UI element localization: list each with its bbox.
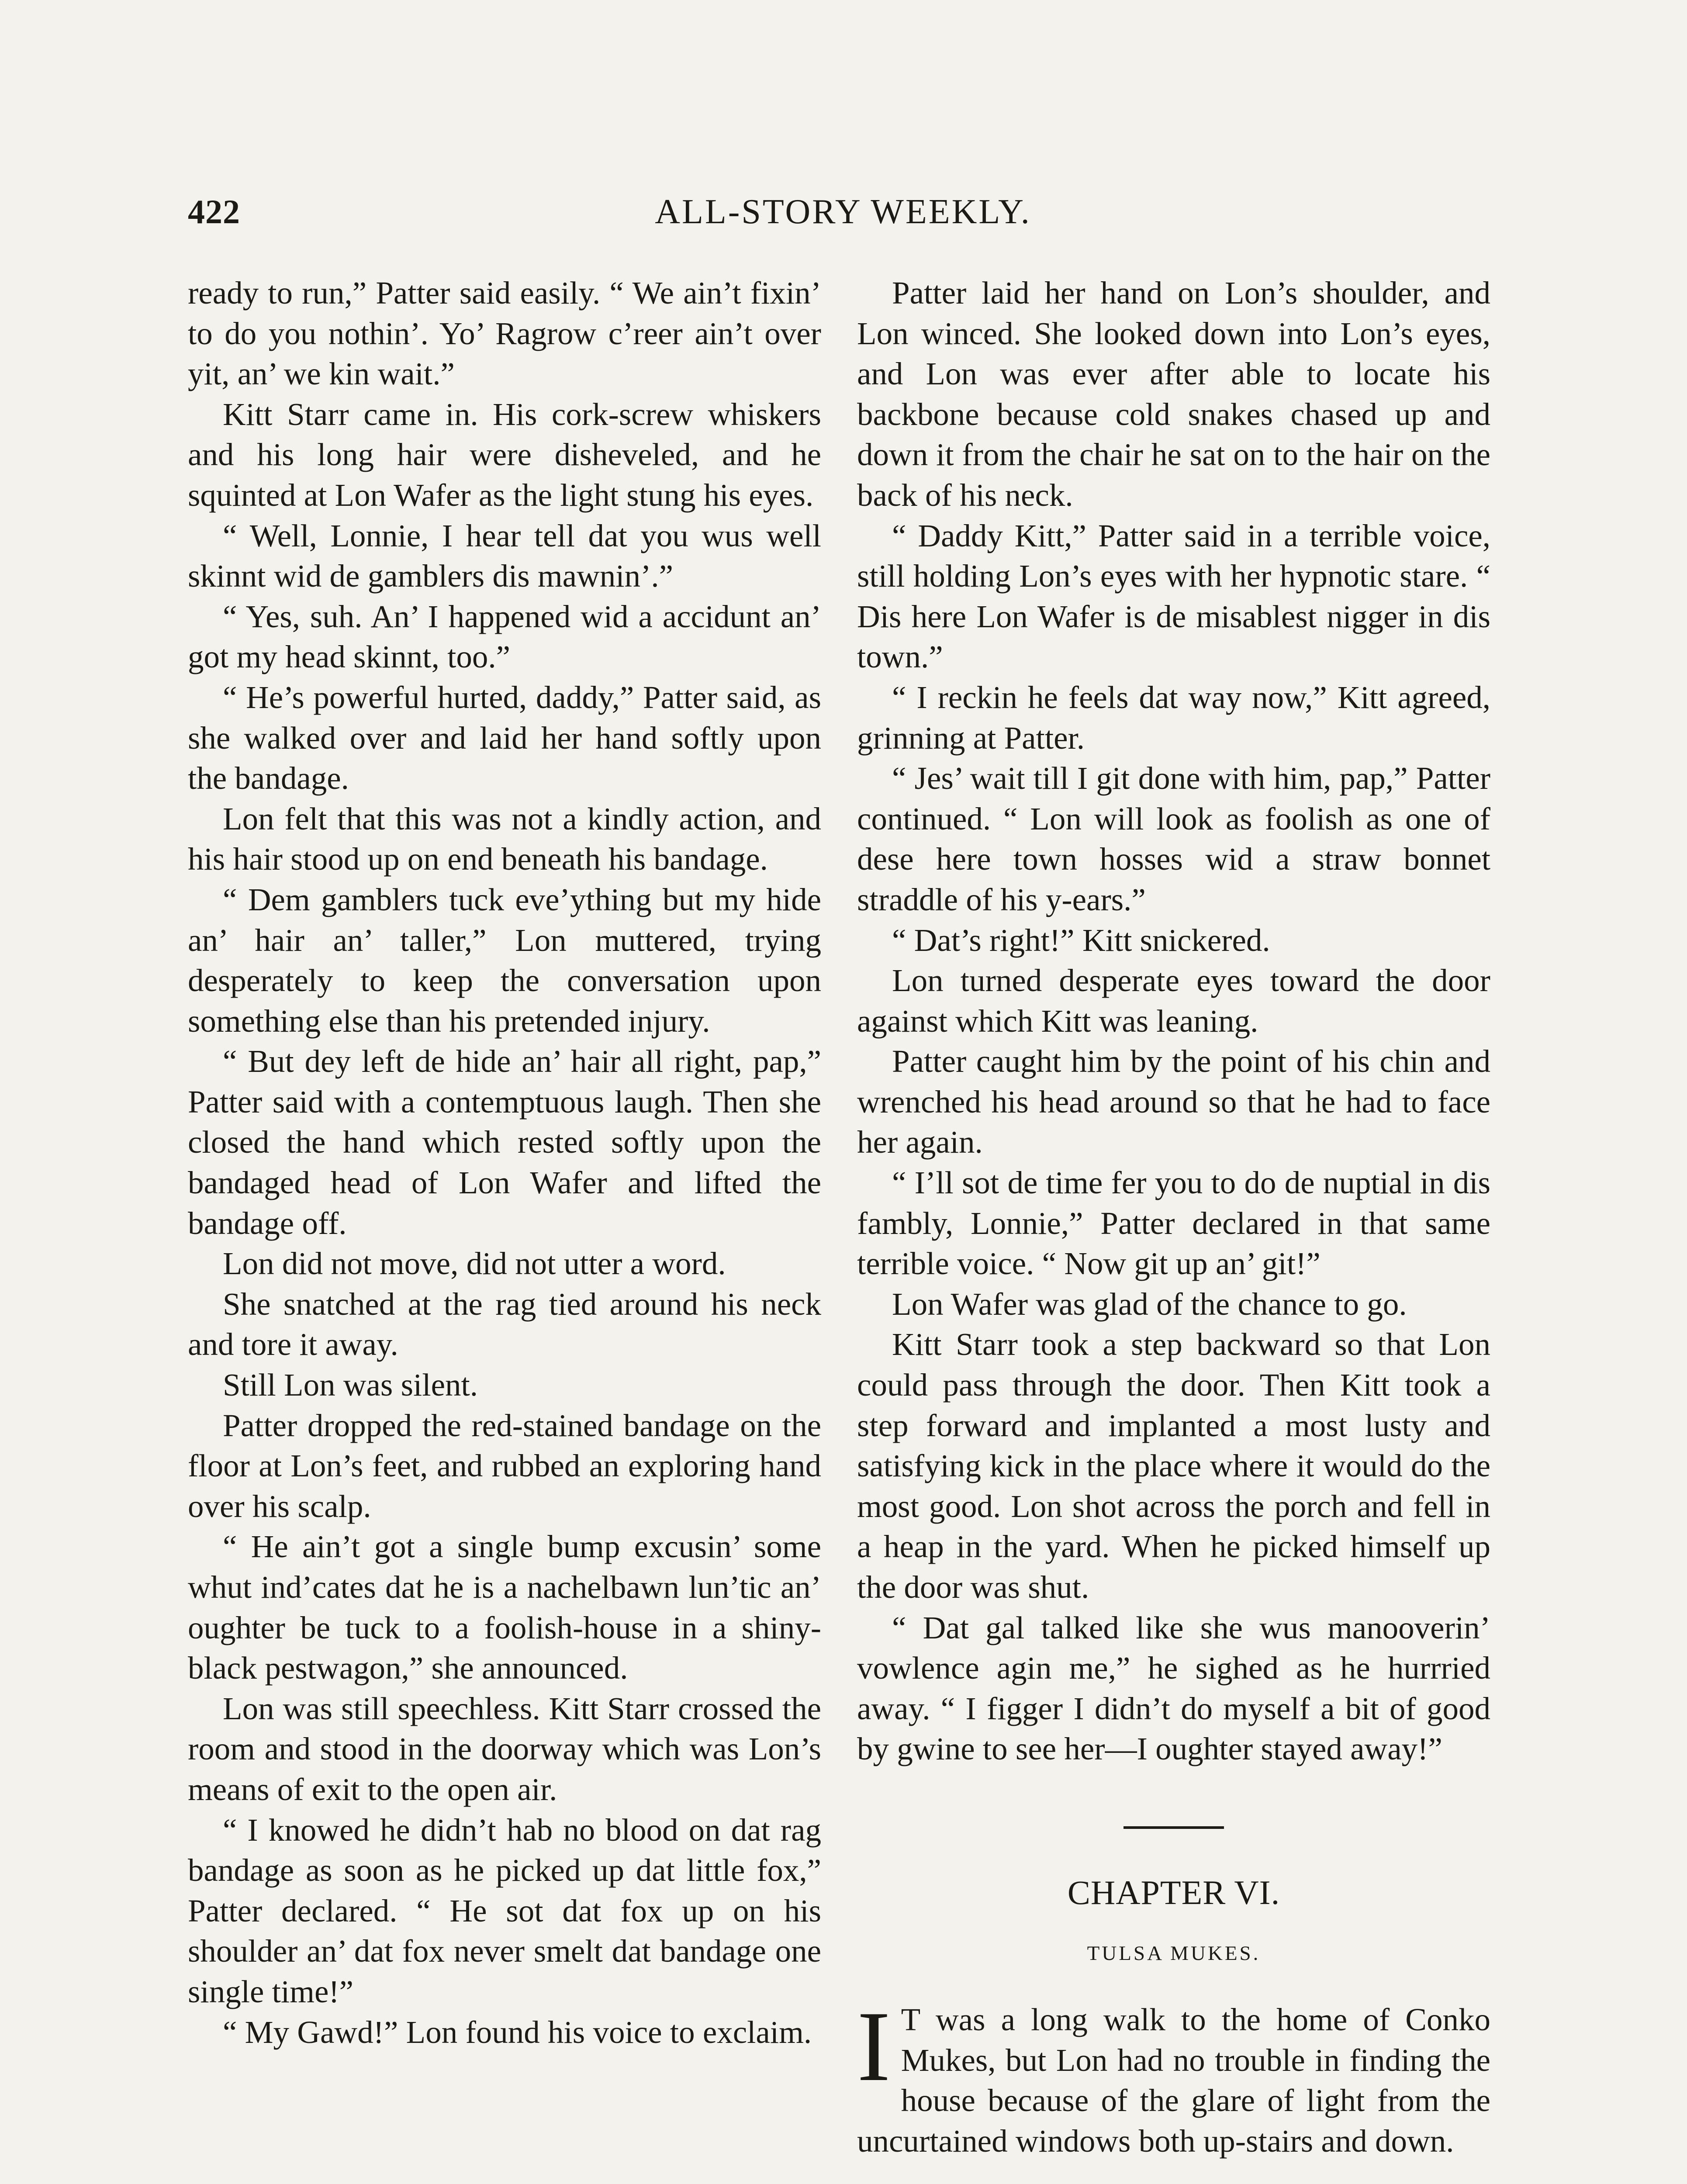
paragraph: “ He ain’t got a single bump excusin’ some whut ind’cates dat he is a nachelbawn lun’tic an’ oughter be tuck to a foolish-house in a shiny-black pestwagon,” she announced. [188, 1529, 821, 1686]
paragraph: Patter caught him by the point of his chin and wrenched his head around so that he had to face her again. [857, 1044, 1490, 1160]
paragraph: Lon Wafer was glad of the chance to go. [892, 1286, 1407, 1322]
chapter-subtitle: TULSA MUKES. [1087, 1942, 1261, 1965]
paragraph: Lon felt that this was not a kindly action, and his hair stood up on end beneath his bandage. [188, 801, 821, 877]
running-title: ALL-STORY WEEKLY. [655, 193, 1031, 231]
paragraph: “ But dey left de hide an’ hair all right, pap,” Patter said with a contemptuous laugh. Then she closed the hand which rested softly upon the bandaged head of Lon Wafer and lifted the bandage off. [188, 1044, 821, 1241]
paragraph: She snatched at the rag tied around his neck and tore it away. [188, 1286, 821, 1362]
chapter-title: CHAPTER VI. [1067, 1873, 1280, 1911]
paragraph: “ Jes’ wait till I git done with him, pap,” Patter continued. “ Lon will look as foolish as one of dese here town hosses wid a straw bonnet straddle of his y-ears.” [857, 760, 1490, 917]
paragraph: “ Yes, suh. An’ I happened wid a accidunt an’ got my head skinnt, too.” [188, 598, 821, 675]
drop-cap: I [857, 1990, 891, 2102]
paragraph: “ Daddy Kitt,” Patter said in a terrible voice, still holding Lon’s eyes with her hypnotic stare. “ Dis here Lon Wafer is de misablest nigger in dis town.” [857, 518, 1490, 675]
paragraph: Patter dropped the red-stained bandage on the floor at Lon’s feet, and rubbed an exploring hand over his scalp. [188, 1407, 821, 1524]
left-column [188, 273, 821, 2053]
page-header [188, 192, 1498, 245]
paragraph: Lon did not move, did not utter a word. [223, 1246, 726, 1282]
paragraph: “ Dat’s right!” Kitt snickered. [892, 922, 1270, 958]
paragraph: Patter laid her hand on Lon’s shoulder, and Lon winced. She looked down into Lon’s eyes, and Lon was ever after able to locate his backbone because cold snakes chased up and down it from the chair he sat on to the hair on the back of his neck. [857, 275, 1490, 513]
chapter-opening-text: T was a long walk to the home of Conko Mukes, but Lon had no trouble in finding the house because of the glare of light from the uncurtained windows both up-stairs and down. [857, 2002, 1490, 2159]
paragraph: Lon turned desperate eyes toward the door against which Kitt was leaning. [857, 963, 1490, 1039]
paragraph: Kitt Starr took a step backward so that Lon could pass through the door. Then Kitt took a step forward and implanted a most lusty and satisfying kick in the place where it would do the most good. Lon shot across the porch and fell in a heap in the yard. When he picked himself up the door was shut. [857, 1327, 1490, 1605]
paragraph: “ My Gawd!” Lon found his voice to exclaim. [223, 2014, 812, 2050]
section-divider [1124, 1826, 1224, 1829]
paragraph: “ Dat gal talked like she wus manooverin’ vowlence agin me,” he sighed as he hurrried away. “ I figger I didn’t do myself a bit of good by gwine to see her—I oughter stayed away!” [857, 1610, 1490, 1767]
paragraph: Still Lon was silent. [223, 1367, 478, 1403]
paragraph: “ Dem gamblers tuck eve’ything but my hide an’ hair an’ taller,” Lon muttered, trying desperately to keep the conversation upon something else than his pretended injury. [188, 881, 821, 1039]
paragraph: “ I reckin he feels dat way now,” Kitt agreed, grinning at Patter. [857, 679, 1490, 756]
paragraph: “ I’ll sot de time fer you to do de nuptial in dis fambly, Lonnie,” Patter declared in that same terrible voice. “ Now git up an’ git!” [857, 1165, 1490, 1282]
chapter-opening-paragraph [857, 1990, 1490, 2161]
paragraph: Lon was still speechless. Kitt Starr crossed the room and stood in the doorway which was Lon’s means of exit to the open air. [188, 1690, 821, 1807]
paragraph: “ I knowed he didn’t hab no blood on dat rag bandage as soon as he picked up dat little fox,” Patter declared. “ He sot dat fox up on his shoulder an’ dat fox never smelt dat bandage one single time!” [188, 1812, 821, 2009]
paragraph: “ He’s powerful hurted, daddy,” Patter said, as she walked over and laid her hand softly upon the bandage. [188, 679, 821, 796]
paragraph: ready to run,” Patter said easily. “ We ain’t fixin’ to do you nothin’. Yo’ Ragrow c’reer ain’t over yit, an’ we kin wait.” [188, 275, 821, 392]
right-column [857, 273, 1490, 2162]
paragraph: Kitt Starr came in. His cork-screw whiskers and his long hair were disheveled, and he squinted at Lon Wafer as the light stung his eyes. [188, 396, 821, 513]
paragraph: “ Well, Lonnie, I hear tell dat you wus well skinnt wid de gamblers dis mawnin’.” [188, 518, 821, 594]
page-number: 422 [188, 193, 240, 231]
